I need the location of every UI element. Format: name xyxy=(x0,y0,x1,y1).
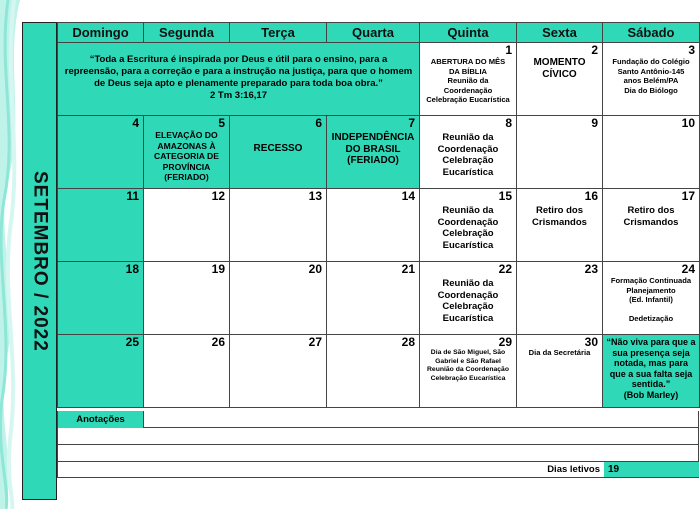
event-line: Coordenação xyxy=(437,216,499,228)
day-cell-30 xyxy=(517,335,603,408)
day-number: 9 xyxy=(591,116,598,130)
event-line: Crismandos xyxy=(623,216,679,228)
weekday-header: Quinta xyxy=(420,23,517,43)
event-line: Planejamento xyxy=(626,285,676,295)
day-cell-22 xyxy=(420,262,517,335)
week-row xyxy=(58,262,700,335)
event-line: (FERIADO) xyxy=(164,172,209,182)
event-line: Dia de São Miguel, São xyxy=(430,349,506,356)
day-number: 19 xyxy=(211,262,225,276)
notes-line xyxy=(57,445,699,462)
day-number: 18 xyxy=(125,262,139,276)
event-line: Dia da Secretária xyxy=(528,348,591,357)
event-line: CÍVICO xyxy=(542,69,577,80)
event-line: Celebração xyxy=(442,228,494,239)
day-number: 1 xyxy=(505,43,512,57)
weekday-header: Domingo xyxy=(58,23,144,43)
day-cell-13 xyxy=(230,189,327,262)
bible-quote-ref: 2 Tm 3:16,17 xyxy=(209,90,268,101)
event-line: Eucarística xyxy=(442,312,494,324)
day-number: 21 xyxy=(401,262,415,276)
event-line: CATEGORIA DE xyxy=(154,151,219,161)
day-number: 12 xyxy=(211,189,225,203)
closing-quote-author: (Bob Marley) xyxy=(623,389,679,400)
event-line: Dia do Biólogo xyxy=(624,85,678,95)
day-number: 14 xyxy=(401,189,415,203)
event-line: ABERTURA DO MÊS xyxy=(430,57,506,66)
event-line: DO BRASIL xyxy=(345,143,401,155)
event-line: Formação Continuada xyxy=(610,276,692,285)
weekday-header: Terça xyxy=(230,23,327,43)
day-cell-16 xyxy=(517,189,603,262)
event-line: MOMENTO xyxy=(533,57,586,68)
closing-quote-cell xyxy=(603,335,700,408)
day-number: 20 xyxy=(308,262,322,276)
day-cell-24 xyxy=(603,262,700,335)
day-number: 10 xyxy=(681,116,695,130)
day-cell-9 xyxy=(517,116,603,189)
day-number: 22 xyxy=(498,262,512,276)
event-line: Dedetização xyxy=(628,313,674,323)
weekday-header-row xyxy=(58,23,700,43)
day-cell-23 xyxy=(517,262,603,335)
day-cell-15 xyxy=(420,189,517,262)
event-line: (FERIADO) xyxy=(347,155,399,166)
day-number: 6 xyxy=(315,116,322,130)
event-line: Reunião da xyxy=(442,278,494,289)
week-row xyxy=(58,189,700,262)
day-cell-25 xyxy=(58,335,144,408)
day-number: 8 xyxy=(505,116,512,130)
day-number: 23 xyxy=(584,262,598,276)
day-number: 13 xyxy=(308,189,322,203)
day-cell-5 xyxy=(144,116,230,189)
weekday-header: Sexta xyxy=(517,23,603,43)
day-number: 4 xyxy=(132,116,139,130)
dias-letivos-row xyxy=(57,462,699,478)
day-cell-19 xyxy=(144,262,230,335)
day-cell-6 xyxy=(230,116,327,189)
day-cell-29 xyxy=(420,335,517,408)
day-cell-20 xyxy=(230,262,327,335)
event-line: Celebração Eucarística xyxy=(426,95,510,104)
bible-quote-cell xyxy=(58,43,420,116)
day-number: 11 xyxy=(126,189,139,203)
event-spacer xyxy=(605,305,697,314)
notes-line xyxy=(57,428,699,445)
day-cell-21 xyxy=(327,262,420,335)
event-line: ELEVAÇÃO DO xyxy=(155,130,218,140)
notes-label: Anotações xyxy=(58,411,144,428)
day-number: 5 xyxy=(218,116,225,130)
day-cell-18 xyxy=(58,262,144,335)
notes-line xyxy=(57,411,699,428)
event-line: AMAZONAS À xyxy=(157,140,216,151)
event-line: Celebração xyxy=(442,155,494,166)
month-title: SETEMBRO / 2022 xyxy=(29,170,51,352)
event-line: Retiro dos xyxy=(627,205,675,216)
day-number: 2 xyxy=(591,43,598,57)
event-line: Coordenação xyxy=(443,85,493,95)
event-line: Eucarística xyxy=(442,166,494,178)
event-line: (Ed. Infantil) xyxy=(629,295,673,304)
day-number: 27 xyxy=(308,335,322,349)
bible-quote: “Toda a Escritura é inspirada por Deus e útil para o ensino, para a repreensão, para a correção e para a instrução na justiça, para que o homem de Deus seja apto e plenamente preparado para toda boa obra.” xyxy=(64,54,413,89)
day-number: 26 xyxy=(211,335,225,349)
event-line: Crismandos xyxy=(532,216,587,228)
day-cell-27 xyxy=(230,335,327,408)
day-cell-4 xyxy=(58,116,144,189)
event-line: INDEPENDÊNCIA xyxy=(331,132,415,143)
day-number: 29 xyxy=(498,335,512,349)
week-row xyxy=(58,116,700,189)
event-line: DA BÍBLIA xyxy=(448,66,488,76)
day-number: 15 xyxy=(498,189,512,203)
event-line: Reunião da Coordenação xyxy=(427,366,509,373)
day-number: 3 xyxy=(688,43,695,57)
event-line: Retiro dos xyxy=(536,205,583,216)
event-line: Gabriel e São Rafael xyxy=(435,357,501,365)
event-line: Coordenação xyxy=(437,289,499,301)
event-line: PROVÍNCIA xyxy=(162,161,211,172)
day-number: 28 xyxy=(401,335,415,349)
event-line: Coordenação xyxy=(437,143,499,155)
day-cell-3 xyxy=(603,43,700,116)
day-cell-28 xyxy=(327,335,420,408)
event-line: Reunião da xyxy=(442,132,494,143)
event-line: Santo Antônio-145 xyxy=(617,66,685,76)
day-cell-2 xyxy=(517,43,603,116)
event-line: Celebração Eucarística xyxy=(430,374,506,382)
event-line: anos Belém/PA xyxy=(623,76,679,85)
event-line: Reunião da xyxy=(442,205,494,216)
week-row xyxy=(58,43,700,116)
dias-letivos-label: Dias letivos xyxy=(547,464,600,475)
event-line: Eucarística xyxy=(442,239,494,251)
day-cell-7 xyxy=(327,116,420,189)
day-number: 17 xyxy=(681,189,695,203)
day-number: 16 xyxy=(584,189,598,203)
day-cell-10 xyxy=(603,116,700,189)
day-cell-26 xyxy=(144,335,230,408)
week-row xyxy=(58,335,700,408)
weekday-header: Segunda xyxy=(144,23,230,43)
day-number: 7 xyxy=(408,116,415,130)
day-number: 30 xyxy=(584,335,598,349)
weekday-header: Quarta xyxy=(327,23,420,43)
day-cell-12 xyxy=(144,189,230,262)
day-number: 24 xyxy=(681,262,695,276)
day-cell-14 xyxy=(327,189,420,262)
calendar-table xyxy=(57,22,700,408)
notes-section xyxy=(57,411,699,462)
event-line: RECESSO xyxy=(253,143,303,154)
day-number: 25 xyxy=(125,335,139,349)
day-cell-1 xyxy=(420,43,517,116)
event-line: Fundação do Colégio xyxy=(612,57,690,66)
event-line: Celebração xyxy=(442,301,494,312)
month-side-band xyxy=(22,22,57,500)
day-cell-17 xyxy=(603,189,700,262)
weekday-header: Sábado xyxy=(603,23,700,43)
day-cell-8 xyxy=(420,116,517,189)
event-line: Reunião da xyxy=(447,76,489,85)
dias-letivos-value: 19 xyxy=(604,462,699,477)
closing-quote: “Não viva para que a sua presença seja notada, mas para que a sua falta seja sentida.” xyxy=(606,337,696,389)
day-cell-11 xyxy=(58,189,144,262)
